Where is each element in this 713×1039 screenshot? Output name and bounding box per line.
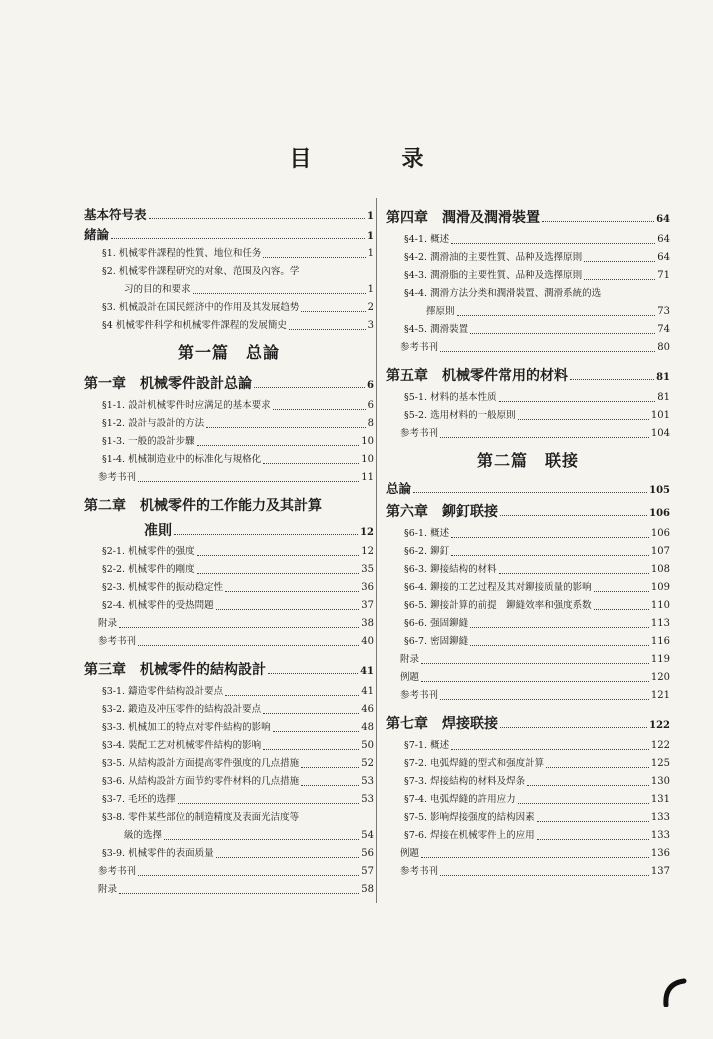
toc-entry-title: §3-4. 裝配工艺对机械零件結构的影响 [102, 740, 262, 751]
leader-dots [263, 463, 359, 464]
toc-entry-page: 52 [361, 758, 374, 769]
toc-entry[interactable] [386, 321, 670, 339]
toc-entry-page: 130 [650, 776, 670, 787]
corner-mark [660, 975, 690, 1007]
toc-entry-page: 41 [361, 686, 374, 697]
leader-dots [197, 573, 360, 574]
toc-entry-title: §7-1. 概述 [404, 740, 450, 751]
toc-entry[interactable] [386, 231, 670, 249]
toc-entry-page: 133 [650, 812, 670, 823]
toc-entry-title: 第六章 鉚釘联接 [386, 504, 498, 520]
toc-entry[interactable] [84, 317, 374, 335]
leader-dots [470, 627, 649, 628]
toc-entry[interactable] [84, 205, 374, 225]
leader-dots [273, 731, 360, 732]
toc-entry-page: 81 [656, 372, 670, 383]
toc-entry[interactable] [386, 303, 670, 321]
toc-entry-title: §4-5. 潤滑裝置 [404, 324, 469, 335]
toc-entry[interactable] [386, 249, 670, 267]
toc-entry[interactable] [84, 543, 374, 561]
toc-entry[interactable] [84, 433, 374, 451]
page-title: 目 录 [289, 146, 458, 172]
leader-dots [546, 767, 649, 768]
toc-entry-title: 基本符号表 [84, 207, 147, 222]
toc-entry-page: 2 [367, 302, 374, 313]
toc-entry[interactable] [84, 469, 374, 487]
leader-dots [518, 419, 649, 420]
toc-entry-page: 64 [657, 234, 670, 245]
toc-entry-page: 125 [650, 758, 670, 769]
toc-entry[interactable] [386, 339, 670, 357]
toc-entry-page: 8 [367, 418, 374, 429]
toc-entry[interactable] [84, 225, 374, 245]
toc-entry-title: §1. 机械零件課程的性質、地位和任务 [102, 248, 262, 259]
leader-dots [197, 555, 360, 556]
leader-dots [421, 857, 649, 858]
toc-entry[interactable] [386, 425, 670, 443]
leader-dots [413, 492, 647, 493]
toc-entry-page: 36 [361, 582, 374, 593]
toc-entry-title: §7-4. 电弧焊縫的許用应力 [404, 794, 516, 805]
toc-entry-title: 参考书刊 [400, 690, 439, 701]
toc-entry-page: 1 [367, 211, 374, 222]
toc-entry-title: 习的目的和要求 [124, 284, 191, 295]
toc-entry[interactable] [84, 561, 374, 579]
toc-entry-page: 104 [650, 428, 670, 439]
toc-entry-page: 119 [650, 654, 670, 665]
toc-entry[interactable] [84, 845, 374, 863]
toc-entry-page: 12 [360, 527, 374, 538]
leader-dots [440, 437, 649, 438]
toc-entry-page: 37 [361, 600, 374, 611]
toc-entry[interactable] [386, 809, 670, 827]
leader-dots [119, 893, 359, 894]
toc-entry[interactable] [386, 687, 670, 705]
toc-entry[interactable] [84, 615, 374, 633]
toc-entry-title: §3-3. 机械加工的特点对零件結构的影响 [102, 722, 271, 733]
leader-dots [440, 699, 649, 700]
toc-entry[interactable] [84, 397, 374, 415]
toc-entry[interactable] [386, 845, 670, 863]
toc-entry-page: 53 [361, 794, 374, 805]
leader-dots [499, 401, 656, 402]
toc-entry-title: 参考书刊 [400, 866, 439, 877]
chapter-entry[interactable] [84, 519, 374, 543]
toc-entry[interactable] [386, 615, 670, 633]
chapter-entry[interactable] [386, 205, 670, 231]
toc-entry-title: §5-2. 选用材料的一般原則 [404, 410, 516, 421]
leader-dots [527, 785, 649, 786]
toc-entry-title: §4-4. 潤滑方法分类和潤滑裝置、潤滑系統的选 [404, 288, 602, 299]
toc-entry-title: §7-5. 影响焊接强度的結构因素 [404, 812, 535, 823]
toc-entry-page: 73 [657, 306, 670, 317]
toc-entry-page: 80 [657, 342, 670, 353]
toc-entry-page: 109 [650, 582, 670, 593]
leader-dots [570, 379, 654, 380]
toc-entry[interactable] [84, 281, 374, 299]
toc-entry-title: §4 机械零件科学和机械零件課程的发展簡史 [102, 320, 287, 331]
toc-entry-page: 35 [361, 564, 374, 575]
leader-dots [421, 681, 649, 682]
toc-entry-title: 級的选擇 [124, 830, 163, 841]
toc-entry[interactable] [386, 669, 670, 687]
toc-entry-page: 105 [649, 485, 670, 496]
toc-entry-title: §6-1. 概述 [404, 528, 450, 539]
toc-entry[interactable] [84, 299, 374, 317]
leader-dots [254, 387, 365, 388]
toc-entry[interactable] [386, 755, 670, 773]
toc-entry-title: 第七章 焊接联接 [386, 716, 498, 732]
leader-dots [225, 695, 359, 696]
toc-entry[interactable] [386, 389, 670, 407]
toc-entry-title: §6-2. 鉚釘 [404, 546, 450, 557]
leader-dots [138, 481, 359, 482]
toc-entry-page: 101 [650, 410, 670, 421]
toc-entry-title: §7-2. 电弧焊縫的型式和强度計算 [404, 758, 545, 769]
toc-entry-title: 参考书刊 [98, 866, 137, 877]
toc-entry[interactable] [386, 773, 670, 791]
toc-entry-title: 附录 [98, 618, 118, 629]
toc-entry[interactable] [386, 633, 670, 651]
toc-entry-title: §6-3. 鉚接結构的材料 [404, 564, 497, 575]
toc-entry-page: 1 [367, 231, 374, 242]
toc-entry-title: 緒論 [84, 227, 110, 242]
toc-entry-page: 113 [650, 618, 670, 629]
leader-dots [499, 573, 649, 574]
toc-entry-page: 46 [361, 704, 374, 715]
toc-entry-title: 第五章 机械零件常用的材料 [386, 368, 568, 384]
toc-entry-title: §2-4. 机械零件的受热問題 [102, 600, 214, 611]
part-heading: 第一篇 总論 [177, 343, 280, 362]
toc-entry-title: 擇原則 [426, 306, 455, 317]
toc-entry[interactable] [386, 597, 670, 615]
leader-dots [197, 445, 360, 446]
leader-dots [440, 351, 655, 352]
toc-entry-page: 64 [657, 252, 670, 263]
leader-dots [174, 534, 358, 535]
toc-entry-page: 48 [361, 722, 374, 733]
toc-entry-page: 64 [656, 214, 670, 225]
toc-entry-page: 133 [650, 830, 670, 841]
chapter-entry[interactable] [84, 657, 374, 683]
toc-entry[interactable] [84, 579, 374, 597]
toc-entry[interactable] [386, 737, 670, 755]
toc-entry-page: 10 [361, 454, 374, 465]
chapter-entry[interactable] [84, 493, 374, 519]
toc-entry-title: §6-5. 鉚接計算的前提 鉚縫效率和强度系数 [404, 600, 592, 611]
chapter-entry[interactable] [386, 499, 670, 525]
toc-entry[interactable] [84, 263, 374, 281]
toc-entry[interactable] [84, 755, 374, 773]
toc-entry[interactable] [386, 827, 670, 845]
chapter-entry[interactable] [84, 371, 374, 397]
toc-entry[interactable] [84, 881, 374, 899]
toc-entry-title: 第二章 机械零件的工作能力及其計算 [84, 498, 322, 514]
leader-dots [301, 785, 359, 786]
toc-entry-title: §3-6. 从結构設計方面节約零件材料的几点措施 [102, 776, 300, 787]
toc-entry-page: 107 [650, 546, 670, 557]
toc-entry-title: §4-3. 潤滑脂的主要性質、品种及选擇原則 [404, 270, 583, 281]
toc-entry[interactable] [84, 827, 374, 845]
leader-dots [178, 803, 360, 804]
leader-dots [537, 821, 649, 822]
leader-dots [451, 555, 649, 556]
column-divider [376, 198, 377, 903]
toc-entry[interactable] [386, 651, 670, 669]
toc-entry[interactable] [84, 863, 374, 881]
toc-entry[interactable] [84, 415, 374, 433]
toc-entry-title: §2-1. 机械零件的强度 [102, 546, 195, 557]
toc-entry-page: 120 [650, 672, 670, 683]
leader-dots [584, 279, 655, 280]
leader-dots [594, 609, 649, 610]
toc-entry-title: 参考书刊 [98, 636, 137, 647]
toc-entry-page: 106 [650, 528, 670, 539]
toc-entry-title: 参考书刊 [400, 428, 439, 439]
toc-entry-page: 74 [657, 324, 670, 335]
toc-entry-title: §7-6. 焊接在机械零件上的应用 [404, 830, 535, 841]
toc-entry-title: 第一章 机械零件設計总論 [84, 376, 252, 392]
leader-dots [457, 315, 656, 316]
leader-dots [273, 409, 366, 410]
toc-entry-title: §1-4. 机械制造业中的标准化与規格化 [102, 454, 262, 465]
leader-dots [301, 311, 365, 312]
leader-dots [500, 515, 647, 516]
chapter-entry[interactable] [386, 363, 670, 389]
toc-entry-page: 131 [650, 794, 670, 805]
toc-entry[interactable] [84, 245, 374, 263]
toc-entry[interactable] [386, 407, 670, 425]
leader-dots [263, 749, 359, 750]
leader-dots [518, 803, 649, 804]
toc-entry[interactable] [84, 633, 374, 651]
toc-entry-page: 71 [657, 270, 670, 281]
toc-entry[interactable] [84, 737, 374, 755]
leader-dots [119, 627, 359, 628]
leader-dots [537, 839, 649, 840]
toc-entry-page: 1 [367, 248, 374, 259]
toc-entry-page: 3 [367, 320, 374, 331]
toc-entry-title: 第三章 机械零件的結构設計 [84, 662, 266, 678]
leader-dots [149, 218, 366, 219]
toc-entry-title: §1-2. 設計与設計的方法 [102, 418, 205, 429]
leader-dots [138, 645, 359, 646]
toc-entry-page: 122 [650, 740, 670, 751]
toc-entry-page: 12 [361, 546, 374, 557]
toc-entry-page: 137 [650, 866, 670, 877]
toc-entry[interactable] [386, 479, 670, 499]
leader-dots [263, 713, 359, 714]
toc-entry-title: §3-2. 鍛造及冲压零件的結构設計要点 [102, 704, 262, 715]
toc-entry[interactable] [386, 525, 670, 543]
toc-entry-title: §6-4. 鉚接的工艺过程及其对鉚接质量的影响 [404, 582, 592, 593]
toc-entry-title: §1-1. 設計机械零件时应满足的基本要求 [102, 400, 271, 411]
toc-entry-page: 58 [361, 884, 374, 895]
toc-entry-page: 57 [361, 866, 374, 877]
toc-entry-page: 122 [649, 720, 670, 731]
leader-dots [500, 727, 647, 728]
toc-entry[interactable] [84, 809, 374, 827]
toc-entry-title: 第四章 潤滑及潤滑裝置 [386, 210, 540, 226]
toc-entry-title: §3. 机械設計在国民經济中的作用及其发展趋势 [102, 302, 300, 313]
toc-entry-page: 110 [650, 600, 670, 611]
toc-entry-page: 6 [367, 400, 374, 411]
leader-dots [111, 238, 365, 239]
toc-entry[interactable] [386, 863, 670, 881]
toc-entry-title: 参考书刊 [400, 342, 439, 353]
toc-entry[interactable] [84, 597, 374, 615]
toc-entry-page: 54 [361, 830, 374, 841]
leader-dots [451, 243, 655, 244]
toc-entry-page: 6 [367, 380, 374, 391]
toc-entry-title: §5-1. 材料的基本性质 [404, 392, 497, 403]
toc-left-column [84, 205, 374, 899]
leader-dots [216, 609, 360, 610]
toc-entry[interactable] [84, 683, 374, 701]
leader-dots [594, 591, 649, 592]
toc-entry-page: 106 [649, 508, 670, 519]
toc-entry-page: 56 [361, 848, 374, 859]
leader-dots [193, 293, 366, 294]
toc-entry-title: §4-1. 概述 [404, 234, 450, 245]
toc-entry[interactable] [84, 451, 374, 469]
toc-entry-page: 121 [650, 690, 670, 701]
toc-entry[interactable] [84, 791, 374, 809]
toc-entry-title: §2-3. 机械零件的振动稳定性 [102, 582, 224, 593]
toc-right-column [386, 205, 670, 881]
leader-dots [440, 875, 649, 876]
leader-dots [301, 767, 359, 768]
toc-entry-title: 例題 [400, 672, 420, 683]
leader-dots [268, 673, 358, 674]
toc-entry-title: 总論 [386, 481, 412, 496]
toc-entry-title: 参考书刊 [98, 472, 137, 483]
toc-entry-title: 准則 [144, 523, 172, 539]
toc-entry[interactable] [84, 719, 374, 737]
part-heading: 第二篇 联接 [476, 451, 579, 470]
leader-dots [421, 663, 649, 664]
leader-dots [164, 839, 359, 840]
toc-entry-page: 10 [361, 436, 374, 447]
toc-entry-page: 1 [367, 284, 374, 295]
leader-dots [542, 221, 654, 222]
toc-entry[interactable] [386, 543, 670, 561]
leader-dots [206, 427, 366, 428]
toc-entry-page: 50 [361, 740, 374, 751]
toc-entry-title: §3-5. 从結构設計方面提高零件强度的几点措施 [102, 758, 300, 769]
toc-entry-title: §3-1. 鑄造零件結构設計要点 [102, 686, 224, 697]
toc-entry[interactable] [84, 701, 374, 719]
toc-entry[interactable] [386, 561, 670, 579]
toc-entry-title: §3-8. 零件某些部位的制造精度及表面光洁度等 [102, 812, 300, 823]
toc-entry-page: 41 [360, 666, 374, 677]
toc-entry-title: 附录 [98, 884, 118, 895]
leader-dots [470, 645, 649, 646]
toc-entry-title: 例題 [400, 848, 420, 859]
leader-dots [451, 537, 649, 538]
toc-entry-title: §1-3. 一般的設計步驟 [102, 436, 195, 447]
toc-entry-page: 38 [361, 618, 374, 629]
toc-entry-title: §3-9. 机械零件的表面质量 [102, 848, 214, 859]
leader-dots [584, 261, 655, 262]
toc-entry-title: §3-7. 毛坯的选擇 [102, 794, 176, 805]
toc-entry-title: 附录 [400, 654, 420, 665]
toc-entry-title: §4-2. 潤滑油的主要性質、品种及选擇原則 [404, 252, 583, 263]
toc-entry-title: §2-2. 机械零件的剛度 [102, 564, 195, 575]
toc-entry-page: 108 [650, 564, 670, 575]
toc-entry-title: §7-3. 焊接結构的材料及焊条 [404, 776, 526, 787]
toc-entry-page: 53 [361, 776, 374, 787]
toc-entry-page: 11 [361, 472, 374, 483]
toc-entry[interactable] [386, 579, 670, 597]
toc-entry-title: §2. 机械零件課程研究的对象、范围及內容。学 [102, 266, 300, 277]
chapter-entry[interactable] [386, 711, 670, 737]
leader-dots [451, 749, 649, 750]
toc-entry-title: §6-6. 强固鉚縫 [404, 618, 469, 629]
leader-dots [470, 333, 655, 334]
leader-dots [263, 257, 365, 258]
leader-dots [225, 591, 359, 592]
toc-entry[interactable] [84, 773, 374, 791]
leader-dots [138, 875, 359, 876]
toc-entry[interactable] [386, 285, 670, 303]
leader-dots [289, 329, 366, 330]
toc-entry[interactable] [386, 791, 670, 809]
toc-entry-page: 136 [650, 848, 670, 859]
toc-entry-page: 116 [650, 636, 670, 647]
toc-entry[interactable] [386, 267, 670, 285]
toc-entry-title: §6-7. 密固鉚縫 [404, 636, 469, 647]
toc-entry-page: 40 [361, 636, 374, 647]
toc-entry-page: 81 [657, 392, 670, 403]
leader-dots [216, 857, 360, 858]
